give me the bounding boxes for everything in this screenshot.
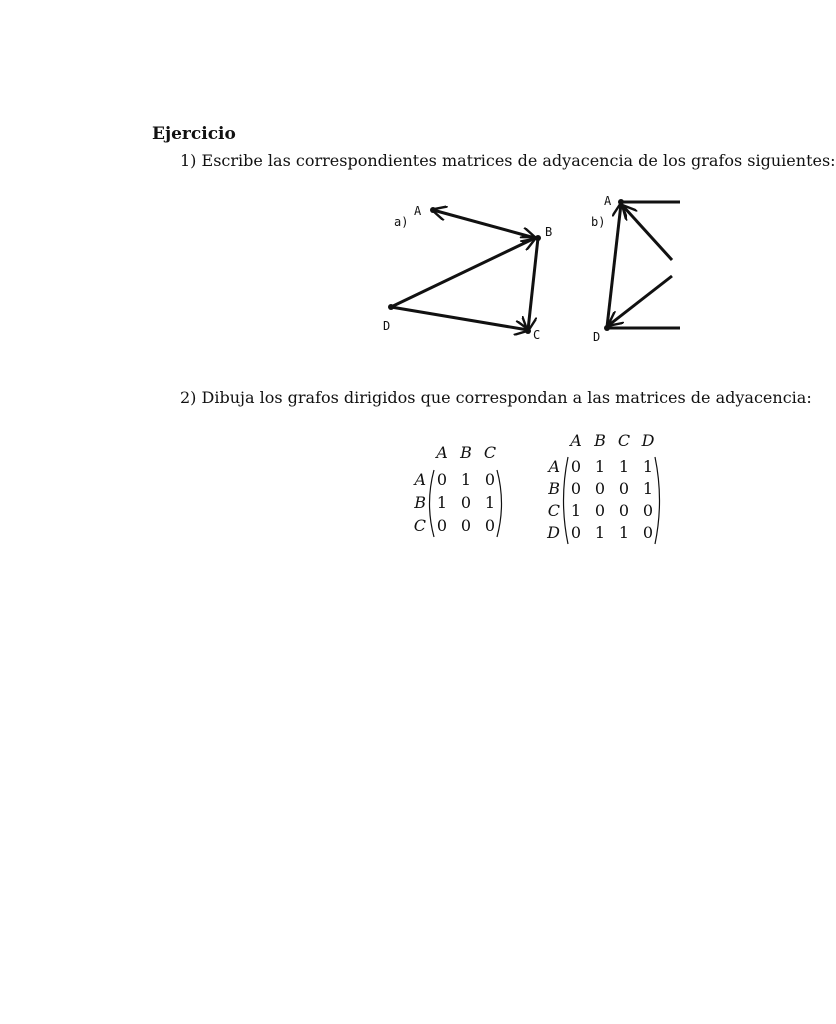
edge-b-x-d <box>609 276 672 325</box>
matrix-row-label: D <box>547 523 560 542</box>
matrix-row-label: A <box>414 470 426 489</box>
matrix-cell: 1 <box>436 493 448 512</box>
node-b-label: B <box>545 225 553 239</box>
graph-a <box>383 204 552 342</box>
matrix-right-paren <box>497 470 502 537</box>
node-b-a-dot <box>618 199 624 205</box>
graph-b <box>591 194 680 344</box>
edge-b-x-a <box>623 206 672 260</box>
matrix-left-paren <box>564 457 569 544</box>
matrix-cell: 1 <box>618 457 630 476</box>
node-c-dot <box>525 328 531 334</box>
matrix-row-label: B <box>414 493 426 512</box>
matrix-cell: 0 <box>570 457 582 476</box>
matrix-row-label: B <box>548 479 560 498</box>
matrix-col-header: B <box>594 431 606 450</box>
matrix-1 <box>412 443 501 537</box>
matrix-cell: 1 <box>594 457 606 476</box>
matrix-cell: 0 <box>436 516 448 535</box>
matrix-cell: 0 <box>618 501 630 520</box>
matrix-col-header: B <box>460 443 472 462</box>
node-b-d-dot <box>604 325 610 331</box>
edge-b-d-a <box>607 204 621 327</box>
node-a-dot <box>430 207 436 213</box>
matrix-col-header: C <box>483 443 497 462</box>
matrix-cell: 0 <box>484 516 496 535</box>
matrix-cell: 0 <box>594 501 606 520</box>
matrix-cell: 0 <box>642 501 654 520</box>
exercise-heading: Ejercicio <box>152 124 236 144</box>
matrix-cell: 1 <box>484 493 496 512</box>
matrix-row-label: A <box>548 457 560 476</box>
edge-d-b <box>391 238 535 307</box>
matrix-col-header: C <box>617 431 631 450</box>
matrix-right-paren <box>655 457 660 544</box>
matrix-cell: 1 <box>642 479 654 498</box>
matrix-cell: 0 <box>484 470 496 489</box>
matrix-cell: 1 <box>642 457 654 476</box>
matrix-cell: 0 <box>570 523 582 542</box>
matrix-2 <box>546 431 659 544</box>
matrix-col-header: A <box>436 443 448 462</box>
graph-b-tag: b) <box>591 215 606 229</box>
matrix-cell: 1 <box>570 501 582 520</box>
matrix-col-header: A <box>570 431 582 450</box>
edge-b-c <box>528 238 538 330</box>
matrix-cell: 0 <box>460 493 472 512</box>
question-1: 1) Escribe las correspondientes matrices de adyacencia de los grafos siguientes: <box>180 151 836 170</box>
matrix-cell: 0 <box>594 479 606 498</box>
matrix-col-header: D <box>641 431 655 450</box>
question-2: 2) Dibuja los grafos dirigidos que correspondan a las matrices de adyacencia: <box>180 388 812 407</box>
node-b-dot <box>535 235 541 241</box>
matrix-cell: 1 <box>460 470 472 489</box>
matrix-cell: 1 <box>594 523 606 542</box>
matrix-left-paren <box>430 470 435 537</box>
matrix-cell: 0 <box>436 470 448 489</box>
matrix-cell: 0 <box>642 523 654 542</box>
node-d-dot <box>388 304 394 310</box>
edge-d-c <box>391 307 528 330</box>
matrix-row-label: C <box>547 501 560 520</box>
matrix-cell: 0 <box>618 479 630 498</box>
matrix-cell: 0 <box>460 516 472 535</box>
matrix-cell: 0 <box>570 479 582 498</box>
node-c-label: C <box>533 328 541 342</box>
node-a-label: A <box>414 204 422 218</box>
matrix-row-label: C <box>413 516 426 535</box>
graph-a-tag: a) <box>394 215 409 229</box>
node-d-label: D <box>383 319 391 333</box>
node-b-a-label: A <box>604 194 612 208</box>
node-b-d-label: D <box>593 330 601 344</box>
matrix-cell: 1 <box>618 523 630 542</box>
edge-a-b <box>433 210 535 238</box>
